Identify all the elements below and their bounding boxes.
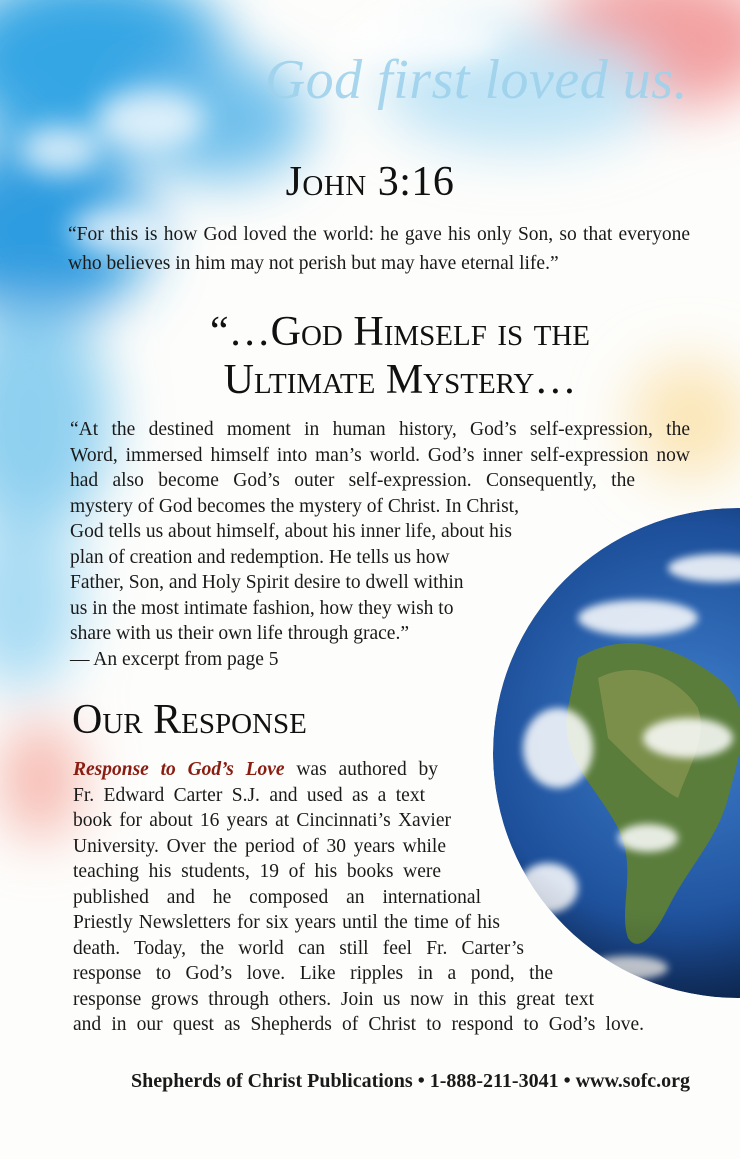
response-line: teaching his students, 19 of his books were [73,861,441,882]
excerpt-attribution: — An excerpt from page 5 [70,648,279,670]
excerpt-line: share with us their own life through grace.” [70,623,409,644]
quote-heading-line: “…God Himself is the [210,309,590,355]
excerpt-line: Word, immersed himself into man’s world. God’s inner self-expression now [70,444,690,466]
tagline: God first loved us. [264,49,688,111]
response-line: and in our quest as Shepherds of Christ to respond to God’s love. [73,1014,644,1035]
excerpt-line: God tells us about himself, about his inner life, about his [70,521,512,542]
verse-title: John 3:16 [285,159,455,205]
excerpt-line: mystery of God becomes the mystery of Christ. In Christ, [70,495,519,517]
response-line: death. Today, the world can still feel Fr. Carter’s [73,937,524,959]
excerpt-line: had also become God’s outer self-expression. Consequently, the [70,470,635,491]
excerpt-line: plan of creation and redemption. He tells us how [70,546,450,568]
response-text [73,757,644,1038]
response-heading: Our Response [72,697,307,743]
verse-text: “For this is how God loved the world: he gave his only Son, so that everyone who believes in him may not perish but may have eternal life.” [68,224,690,274]
quote-heading [60,308,740,404]
response-line [73,757,438,783]
response-line: Priestly Newsletters for six years until the time of his [73,912,500,933]
excerpt-line: us in the most intimate fashion, how they wish to [70,597,454,619]
response-line: book for about 16 years at Cincinnati’s Xavier [73,810,451,831]
excerpt-line: Father, Son, and Holy Spirit desire to dwell within [70,572,464,593]
response-line: published and he composed an international [73,886,481,908]
response-line: University. Over the period of 30 years while [73,835,446,857]
response-line: response grows through others. Join us now in this great text [73,988,594,1010]
excerpt-text [70,417,690,672]
excerpt-line: “At the destined moment in human history, God’s self-expression, the [70,419,690,440]
quote-heading-line: Ultimate Mystery… [223,357,577,403]
response-line: Fr. Edward Carter S.J. and used as a text [73,784,425,806]
response-line-text: was authored by [284,759,438,780]
book-title: Response to God’s Love [73,759,285,780]
footer-contact: Shepherds of Christ Publications • 1-888-211-3041 • www.sofc.org [130,1070,690,1092]
response-line: response to God’s love. Like ripples in a pond, the [73,963,553,984]
